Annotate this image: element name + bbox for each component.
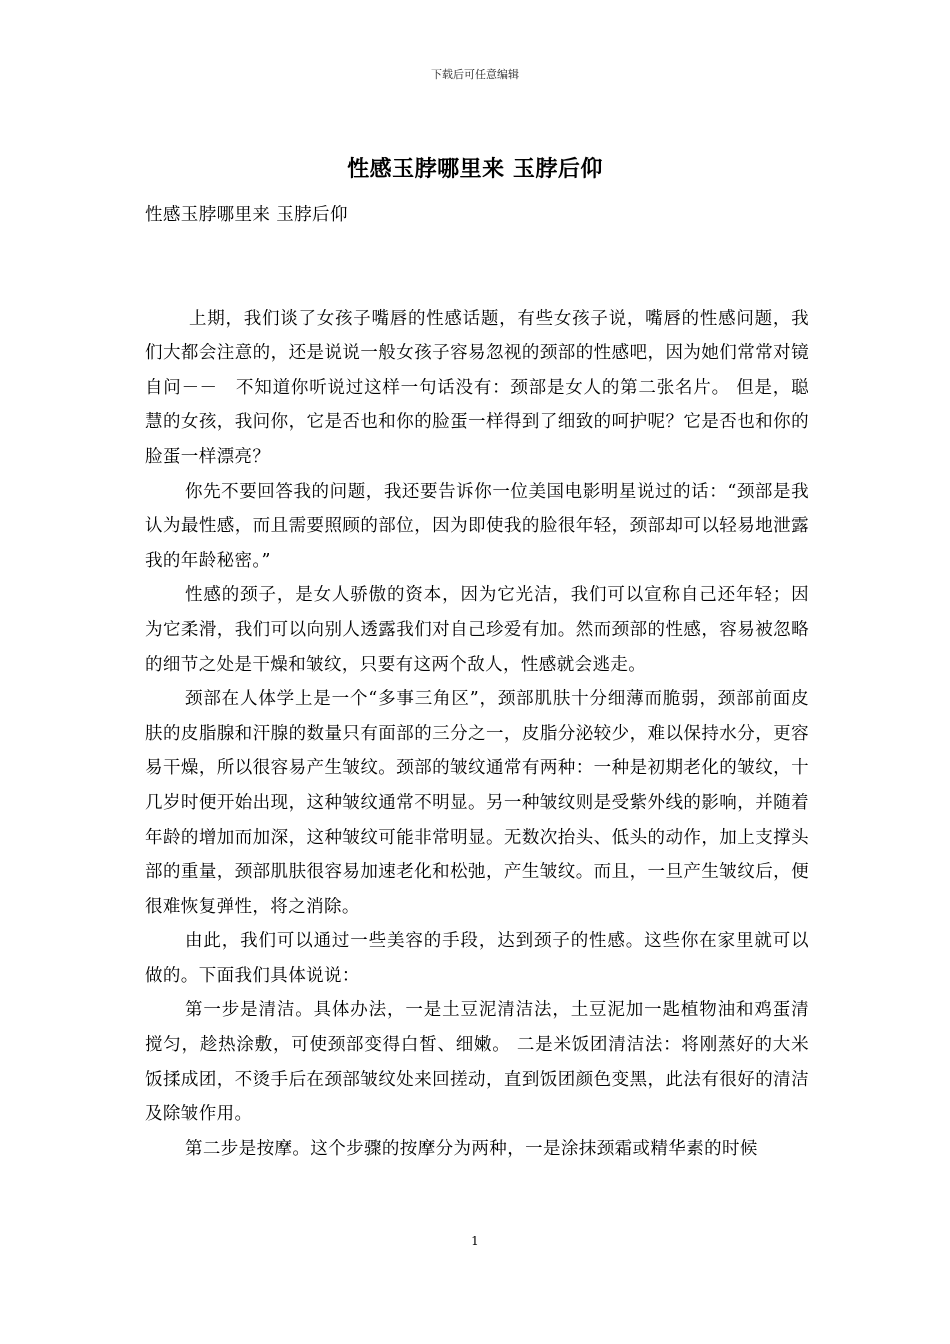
page-number: 1 xyxy=(471,1234,479,1248)
paragraph-sexy-neck: 性感的颈子，是女人骄傲的资本，因为它光洁，我们可以宣称自己还年轻；因为它柔滑，我们可以向别人透露我们对自己珍爱有加。然而颈部的性感，容易被忽略的细节之处是干燥和皱纹，只要有这两个敌人，性感就会逃走。 xyxy=(145,585,809,675)
document-body xyxy=(145,198,809,1166)
paragraph-quote: 你先不要回答我的问题，我还要告诉你一位美国电影明星说过的话：“颈部是我认为最性感，而且需要照顾的部位，因为即使我的脸很年轻，颈部却可以轻易地泄露我的年龄秘密。” xyxy=(145,481,809,571)
paragraph-neck-anatomy: 颈部在人体学上是一个“多事三角区”，颈部肌肤十分细薄而脆弱，颈部前面皮肤的皮脂腺和汗腺的数量只有面部的三分之一，皮脂分泌较少，难以保持水分，更容易干燥，所以很容易产生皱纹。颈部的皱纹通常有两种：一种是初期老化的皱纹，十几岁时便开始出现，这种皱纹通常不明显。另一种皱纹则是受紫外线的影响，并随着年龄的增加而加深，这种皱纹可能非常明显。无数次抬头、低头的动作，加上支撑头部的重量，颈部肌肤很容易加速老化和松弛，产生皱纹。而且，一旦产生皱纹后，便很难恢复弹性，将之消除。 xyxy=(145,689,809,917)
paragraph-intro: 上期，我们谈了女孩子嘴唇的性感话题，有些女孩子说，嘴唇的性感问题，我们大都会注意的，还是说说一般女孩子容易忽视的颈部的性感吧，因为她们常常对镜自问－－ 不知道你听说过这样一句话没有：颈部是女人的第二张名片。 但是，聪慧的女孩，我问你，它是否也和你的脸蛋一样得到了细致的呵护呢？它是否也和你的脸蛋一样漂亮？ xyxy=(145,308,809,467)
paragraph-methods-intro: 由此，我们可以通过一些美容的手段，达到颈子的性感。这些你在家里就可以做的。下面我们具体说说： xyxy=(145,931,809,986)
page-header: 下载后可任意编辑 xyxy=(431,68,519,81)
paragraph-step-two: 第二步是按摩。这个步骤的按摩分为两种，一是涂抹颈霜或精华素的时候 xyxy=(185,1138,758,1159)
blank-space xyxy=(145,233,809,302)
subtitle-line: 性感玉脖哪里来 玉脖后仰 xyxy=(145,205,348,225)
paragraph-step-one: 第一步是清洁。具体办法，一是土豆泥清洁法，土豆泥加一匙植物油和鸡蛋清搅匀，趁热涂敷，可使颈部变得白皙、细嫩。 二是米饭团清洁法：将刚蒸好的大米饭揉成团，不烫手后在颈部皱纹处来回搓动，直到饭团颜色变黑，此法有很好的清洁及除皱作用。 xyxy=(145,1000,809,1125)
document-title: 性感玉脖哪里来 玉脖后仰 xyxy=(347,156,603,182)
